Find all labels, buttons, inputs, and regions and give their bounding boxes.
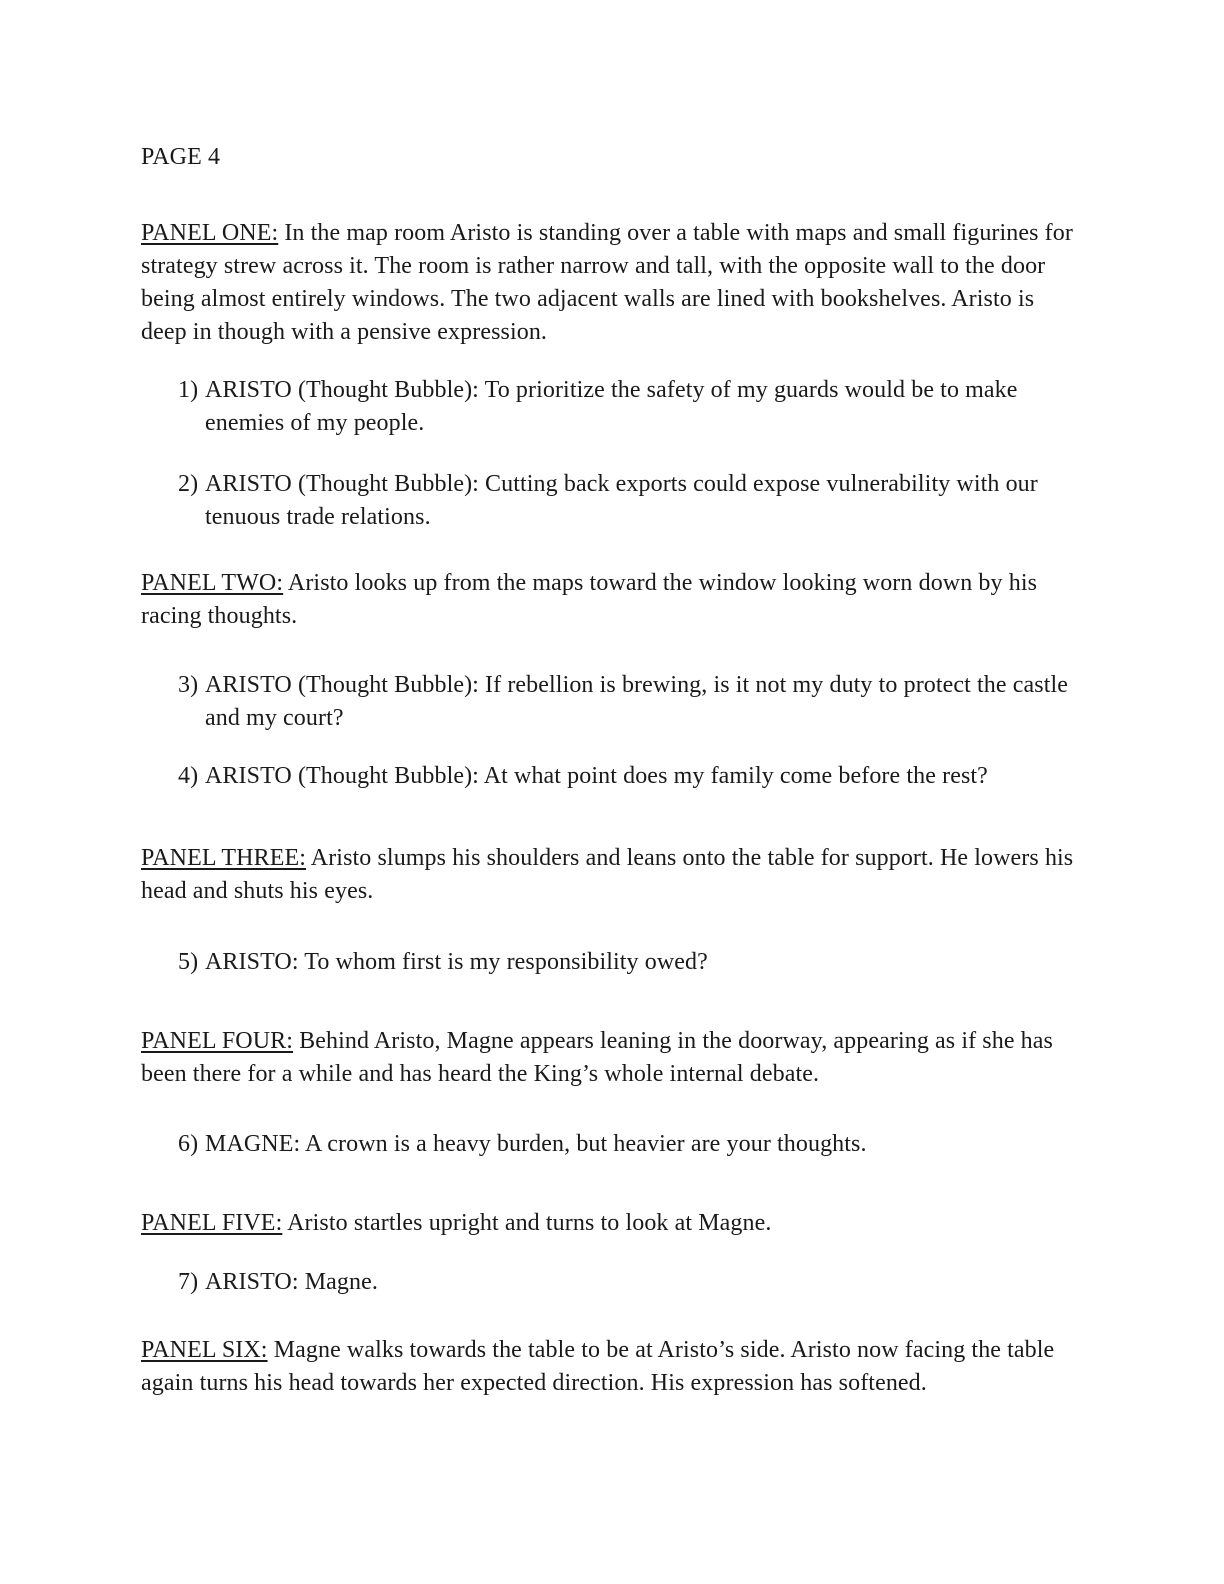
dialogue-number: 6) (178, 1131, 199, 1157)
dialogue-number: 7) (178, 1269, 199, 1295)
dialogue-text: ARISTO (Thought Bubble): To prioritize the safety of my guards would be to make enemies of my people. (205, 377, 1018, 436)
dialogue-line-4 (141, 760, 1082, 793)
dialogue-line-7 (141, 1266, 1082, 1299)
dialogue-text: ARISTO: Magne. (205, 1269, 378, 1295)
panel-four-description (141, 1025, 1082, 1091)
dialogue-number: 1) (178, 377, 199, 403)
panel-label: PANEL FOUR: (141, 1028, 294, 1054)
dialogue-number: 2) (178, 471, 199, 497)
panel-label: PANEL THREE: (141, 845, 306, 871)
dialogue-line-1 (141, 374, 1082, 440)
panel-text: Aristo slumps his shoulders and leans onto the table for support. He lowers his head and shuts his eyes. (141, 845, 1074, 904)
panel-label: PANEL FIVE: (141, 1210, 283, 1236)
panel-six-description (141, 1334, 1082, 1400)
panel-label: PANEL TWO: (141, 570, 284, 596)
page-heading (141, 141, 1082, 174)
panel-three-description (141, 842, 1082, 908)
dialogue-text: MAGNE: A crown is a heavy burden, but heavier are your thoughts. (205, 1131, 867, 1157)
dialogue-number: 4) (178, 763, 199, 789)
panel-text: Aristo looks up from the maps toward the window looking worn down by his racing thoughts. (141, 570, 1038, 629)
dialogue-number: 3) (178, 672, 199, 698)
dialogue-number: 5) (178, 949, 199, 975)
page-number-label: PAGE 4 (141, 144, 221, 170)
dialogue-line-2 (141, 468, 1082, 534)
panel-two-description (141, 567, 1082, 633)
panel-text: In the map room Aristo is standing over a table with maps and small figurines for strategy strew across it. The room is rather narrow and tall, with the opposite wall to the door being almost entirely windows. The two adjacent walls are lined with bookshelves. Aristo is deep in though with a pensive expression. (141, 220, 1073, 345)
dialogue-text: ARISTO (Thought Bubble): If rebellion is brewing, is it not my duty to protect the castle and my court? (205, 672, 1068, 731)
dialogue-line-6 (141, 1128, 1082, 1161)
dialogue-text: ARISTO: To whom first is my responsibility owed? (205, 949, 708, 975)
panel-text: Magne walks towards the table to be at Aristo’s side. Aristo now facing the table again turns his head towards her expected direction. His expression has softened. (141, 1337, 1055, 1396)
panel-text: Aristo startles upright and turns to look at Magne. (287, 1210, 772, 1236)
panel-one-description (141, 217, 1082, 349)
panel-text: Behind Aristo, Magne appears leaning in the doorway, appearing as if she has been there for a while and has heard the King’s whole internal debate. (141, 1028, 1053, 1087)
panel-five-description (141, 1207, 1082, 1240)
panel-label: PANEL SIX: (141, 1337, 268, 1363)
dialogue-text: ARISTO (Thought Bubble): Cutting back exports could expose vulnerability with our tenuous trade relations. (205, 471, 1038, 530)
dialogue-line-3 (141, 669, 1082, 735)
dialogue-text: ARISTO (Thought Bubble): At what point does my family come before the rest? (205, 763, 988, 789)
dialogue-line-5 (141, 946, 1082, 979)
panel-label: PANEL ONE: (141, 220, 279, 246)
